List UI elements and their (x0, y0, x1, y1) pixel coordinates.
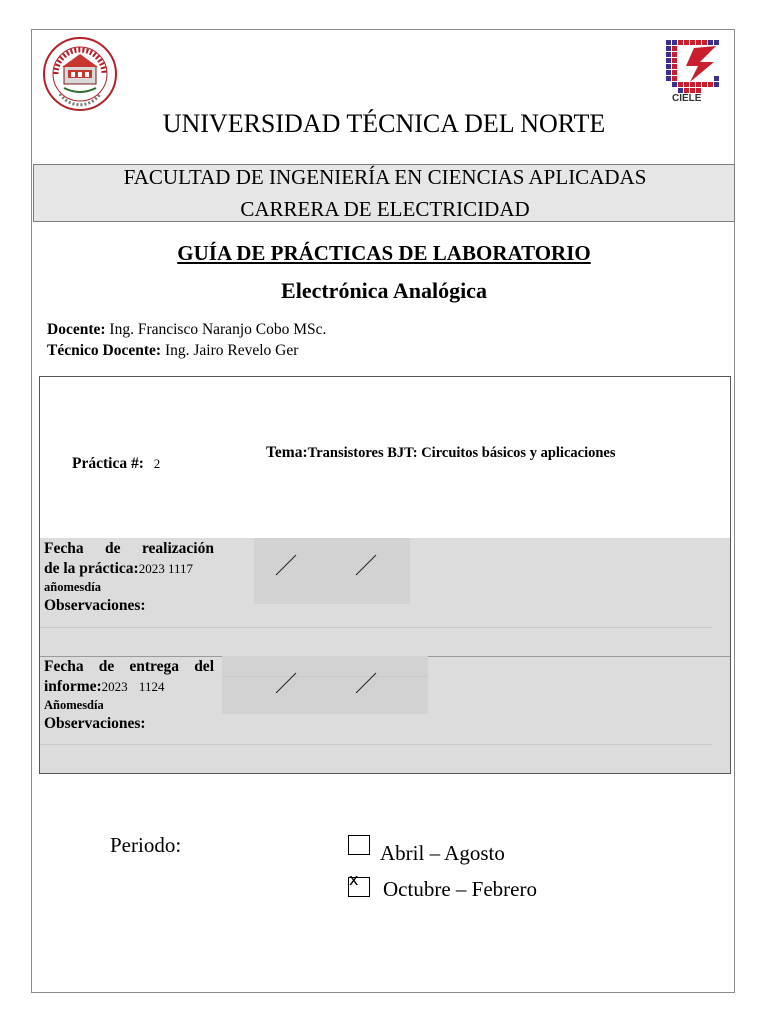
faculty-banner (33, 164, 735, 222)
teacher-line (47, 321, 326, 339)
delivery-observations-label: Observaciones: (44, 715, 146, 732)
period-option-octubre-febrero: Octubre – Febrero (383, 877, 537, 901)
delivery-obs-rule (40, 744, 712, 745)
practice-number-label: Práctica #: (72, 455, 144, 472)
realization-date-slash-2 (354, 553, 378, 577)
realization-obs-rule (40, 627, 712, 628)
ciele-logo-text: CIELE (672, 93, 702, 104)
period-checkbox-abril-agosto[interactable] (348, 835, 370, 855)
realization-date-format: añomesdía (44, 580, 101, 594)
career-name: CARRERA DE ELECTRICIDAD (240, 197, 530, 221)
realization-date-slash-1 (274, 553, 298, 577)
practice-number: 2 (153, 456, 161, 471)
technician-name: Ing. Jairo Revelo Ger (164, 342, 299, 359)
faculty-name: FACULTAD DE INGENIERÍA EN CIENCIAS APLICADAS (123, 165, 647, 189)
delivery-label-line1: Fecha de entrega del (44, 658, 214, 675)
practice-topic (266, 444, 626, 462)
topic-text: Transistores BJT: Circuitos básicos y aplicaciones (307, 445, 616, 461)
period-checkbox-octubre-febrero[interactable] (348, 870, 370, 897)
university-title: UNIVERSIDAD TÉCNICA DEL NORTE (162, 109, 606, 138)
period-option-abril-agosto: Abril – Agosto (380, 841, 505, 865)
teacher-name: Ing. Francisco Naranjo Cobo MSc. (109, 321, 327, 338)
delivery-date-slash-1 (274, 671, 298, 695)
delivery-date-slash-2 (354, 671, 378, 695)
delivery-date-cells (222, 656, 428, 714)
subject-title: Electrónica Analógica (281, 278, 487, 303)
delivery-cell-rule (222, 676, 428, 677)
document-page (31, 29, 735, 993)
realization-observations-label: Observaciones: (44, 597, 146, 614)
practice-info-table (39, 376, 731, 774)
realization-label-line1: Fecha de realización (44, 540, 214, 557)
topic-label: Tema: (266, 444, 308, 461)
teacher-label: Docente: (47, 321, 106, 338)
realization-label-line2: de la práctica:2023 1117 (44, 560, 193, 577)
technician-line (47, 342, 298, 360)
realization-date: 2023 1117 (138, 561, 193, 576)
delivery-label-line2: informe:2023 1124 (44, 678, 165, 695)
delivery-date-format: Añomesdía (44, 698, 104, 712)
utn-seal-logo (42, 36, 118, 112)
technician-label: Técnico Docente: (47, 342, 162, 359)
check-mark-icon: x (349, 870, 359, 889)
delivery-date: 2023 1124 (101, 679, 165, 694)
practice-number-line (72, 454, 160, 473)
ciele-logo (664, 36, 726, 106)
guide-title: GUÍA DE PRÁCTICAS DE LABORATORIO (177, 241, 591, 265)
period-label: Periodo: (110, 833, 182, 857)
